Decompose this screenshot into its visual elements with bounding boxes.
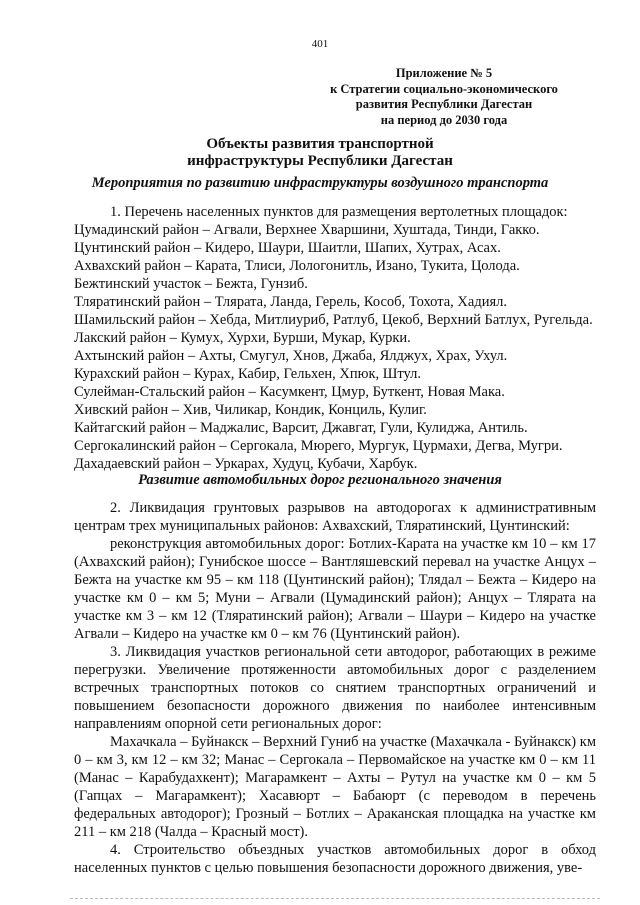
list-item: Хивский район – Хив, Чиликар, Кондик, Конциль, Кулиг. xyxy=(74,402,427,418)
list-item: Бежтинский участок – Бежта, Гунзиб. xyxy=(74,276,308,292)
roads-section-body xyxy=(74,499,596,877)
document-title xyxy=(0,136,640,170)
list-item: Курахский район – Курах, Кабир, Гельхен, Хпюк, Штул. xyxy=(74,366,422,382)
air-transport-list xyxy=(74,203,596,473)
list-item: Цунтинский район – Кидеро, Шаури, Шаитли, Шапих, Хутрах, Асах. xyxy=(74,240,501,256)
paragraph-2-detail: реконструкция автомобильных дорог: Ботлих-Карата на участке км 10 – км 17 (Ахвахский район); Гунибское шоссе – Вантляшевский перевал на участке Анцух – Бежта на участке км 95 – км 118 (Цунтинский район); Тлядал – Бежта – Кидеро на участке км 0 – км 5; Муни – Агвали (Цумадинский район); Анцух – Тлярата на участке км 3 – км 12 (Тляратинский район); Агвали – Шаури – Кидеро на участке Агвали – Кидеро на участке км 0 – км 76 (Цунтинский район). xyxy=(74,536,596,642)
appendix-line: развития Республики Дагестан xyxy=(355,97,533,111)
section-heading-air-transport: Мероприятия по развитию инфраструктуры воздушного транспорта xyxy=(91,175,549,191)
scan-bottom-edge xyxy=(70,898,600,899)
appendix-header xyxy=(314,66,574,128)
appendix-line: Приложение № 5 xyxy=(395,66,493,80)
list-item: Лакский район – Кумух, Хурхи, Бурши, Мукар, Курки. xyxy=(74,330,411,346)
list-item: Сулейман-Стальский район – Касумкент, Цмур, Буткент, Новая Мака. xyxy=(74,384,505,400)
list-item: Дахадаевский район – Уркарах, Худуц, Кубачи, Харбук. xyxy=(74,456,418,472)
list-item: Ахтынский район – Ахты, Смугул, Хнов, Джаба, Ялджух, Храх, Ухул. xyxy=(74,348,508,364)
paragraph-2: 2. Ликвидация грунтовых разрывов на автодорогах к административным центрам трех муниципальных районов: Ахвахский, Тляратинский, Цунтинский: xyxy=(74,500,596,534)
list-item: Ахвахский район – Карата, Тлиси, Лологонитль, Изано, Тукита, Цолода. xyxy=(74,258,520,274)
list-item: Сергокалинский район – Сергокала, Мюрего, Мургук, Цурмахи, Дегва, Мугри. xyxy=(74,438,563,454)
page-number: 401 xyxy=(311,38,329,50)
title-line: Объекты развития транспортной xyxy=(206,136,434,152)
list-item: Цумадинский район – Агвали, Верхнее Хваршини, Хуштада, Тинди, Гакко. xyxy=(74,222,540,238)
list-item: Тляратинский район – Тлярата, Ланда, Герель, Кособ, Тохота, Хадиял. xyxy=(74,294,507,310)
paragraph-4: 4. Строительство объездных участков автомобильных дорог в обход населенных пунктов с целью повышения безопасности дорожного движения, уве- xyxy=(74,842,596,876)
list-intro: 1. Перечень населенных пунктов для размещения вертолетных площадок: xyxy=(110,204,568,220)
appendix-line: на период до 2030 года xyxy=(380,112,508,127)
title-line: инфраструктуры Республики Дагестан xyxy=(187,153,453,169)
list-item: Шамильский район – Хебда, Митлиуриб, Ратлуб, Цекоб, Верхний Батлух, Ругельда. xyxy=(74,312,593,328)
paragraph-3-detail: Махачкала – Буйнакск – Верхний Гуниб на участке (Махачкала - Буйнакск) км 0 – км 3, км 12 – км 32; Манас – Сергокала – Первомайское на участке км 0 – км 11 (Манас – Карабудахкент); Магарамкент – Ахты – Рутул на участке км 0 – км 5 (Гапцах – Магарамкент); Хасавюрт – Бабаюрт (с переводом в перечень федеральных автодорог); Грозный – Ботлих – Араканская площадка на участке км 211 – км 218 (Чалда – Красный мост). xyxy=(74,734,596,840)
appendix-line: к Стратегии социально-экономического xyxy=(330,81,558,96)
section-heading-roads: Развитие автомобильных дорог регионального значения xyxy=(138,472,502,488)
paragraph-3: 3. Ликвидация участков региональной сети автодорог, работающих в режиме перегрузки. Увеличение протяженности автомобильных дорог с разделением встречных транспортных потоков со снятием транспортных ограничений и повышением безопасности дорожного движения по наиболее интенсивным направлениям опорной сети региональных дорог: xyxy=(74,644,596,732)
list-item: Кайтагский район – Маджалис, Варсит, Джавгат, Гули, Кулиджа, Антиль. xyxy=(74,420,528,436)
